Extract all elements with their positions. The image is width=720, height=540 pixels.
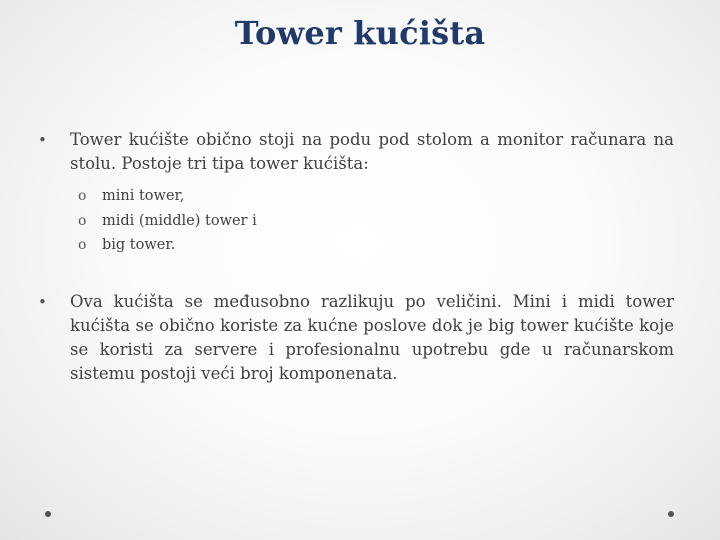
sub-item-text: midi (middle) tower i [102, 212, 257, 229]
sub-bullet-marker: o [78, 212, 87, 229]
bullet-item [38, 128, 674, 176]
sub-list [38, 184, 674, 258]
bullet-marker: • [38, 292, 47, 311]
bullet-text: Tower kućište obično stoji na podu pod stolom a monitor računara na stolu. Postoje tri tipa tower kućišta: [70, 130, 674, 173]
bullet-item [38, 290, 674, 386]
sub-list-item [38, 209, 674, 234]
corner-dot-icon [45, 511, 51, 517]
sub-bullet-marker: o [78, 237, 87, 253]
slide-title: Tower kućišta [234, 14, 486, 52]
sub-bullet-marker: o [78, 188, 87, 204]
sub-list-item [38, 233, 674, 258]
sub-item-text: big tower. [102, 237, 176, 253]
bullet-text: Ova kućišta se međusobno razlikuju po veličini. Mini i midi tower kućišta se obično koriste za kućne poslove dok je big tower kućište koje se koristi za servere i profesionalnu upotrebu gde u računarskom sistemu postoji veći broj komponenata. [70, 291, 674, 383]
bullet-marker: • [38, 131, 47, 149]
sub-list-item [38, 184, 674, 209]
sub-item-text: mini tower, [102, 188, 185, 204]
slide-content [38, 128, 674, 386]
corner-dot-icon [668, 511, 674, 517]
spacer [38, 258, 674, 290]
